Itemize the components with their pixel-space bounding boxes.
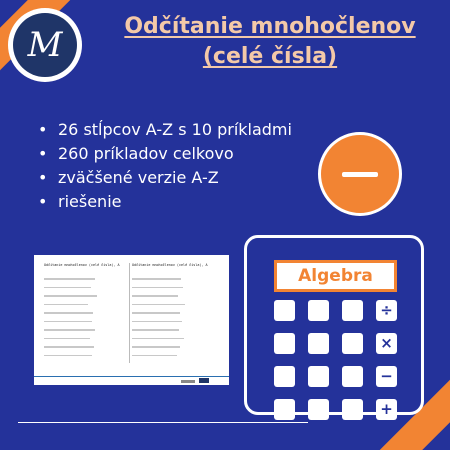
- preview-column-right: [132, 263, 217, 356]
- feature-item: • riešenie: [36, 190, 296, 214]
- calculator-key: [274, 366, 295, 387]
- preview-title-left: Odčítanie mnohočlenov (celé čísla), A: [44, 263, 120, 267]
- calculator-key: [342, 333, 363, 354]
- minus-key: [376, 366, 397, 387]
- logo-letter: M: [13, 13, 77, 77]
- bottom-divider: [18, 422, 308, 423]
- brand-logo: [8, 8, 82, 82]
- plus-icon: +: [380, 400, 393, 418]
- title-line-1: Odčítanie mnohočlenov: [124, 14, 416, 39]
- calculator-keypad: [274, 300, 397, 420]
- preview-footer-label: [181, 380, 195, 383]
- preview-divider: [129, 263, 130, 363]
- calculator-key: [308, 366, 329, 387]
- calculator-key: [308, 300, 329, 321]
- calculator-key: [342, 366, 363, 387]
- calculator-icon: [244, 235, 424, 418]
- divide-key: [376, 300, 397, 321]
- calculator-key: [342, 399, 363, 420]
- page-title: [100, 12, 440, 72]
- minus-icon: [318, 132, 402, 216]
- feature-item: • 260 príkladov celkovo: [36, 142, 296, 166]
- calculator-display: Algebra: [274, 260, 397, 292]
- minus-small-icon: −: [380, 367, 393, 385]
- plus-key: [376, 399, 397, 420]
- worksheet-preview: [34, 255, 229, 385]
- multiply-key: [376, 333, 397, 354]
- preview-column-left: [44, 263, 129, 356]
- minus-bar: [342, 172, 378, 177]
- calculator-key: [274, 399, 295, 420]
- feature-item: • zväčšené verzie A-Z: [36, 166, 296, 190]
- divide-icon: ÷: [380, 301, 393, 319]
- feature-item: • 26 stĺpcov A-Z s 10 príkladmi: [36, 118, 296, 142]
- multiply-icon: ×: [380, 334, 393, 352]
- calculator-key: [274, 300, 295, 321]
- preview-footer-logo: [199, 378, 209, 383]
- title-line-2: (celé čísla): [202, 44, 338, 69]
- feature-list: [36, 118, 296, 214]
- calculator-key: [274, 333, 295, 354]
- calculator-key: [308, 333, 329, 354]
- calculator-key: [342, 300, 363, 321]
- preview-title-right: Odčítanie mnohočlenov (celé čísla), A: [132, 263, 208, 267]
- calculator-key: [308, 399, 329, 420]
